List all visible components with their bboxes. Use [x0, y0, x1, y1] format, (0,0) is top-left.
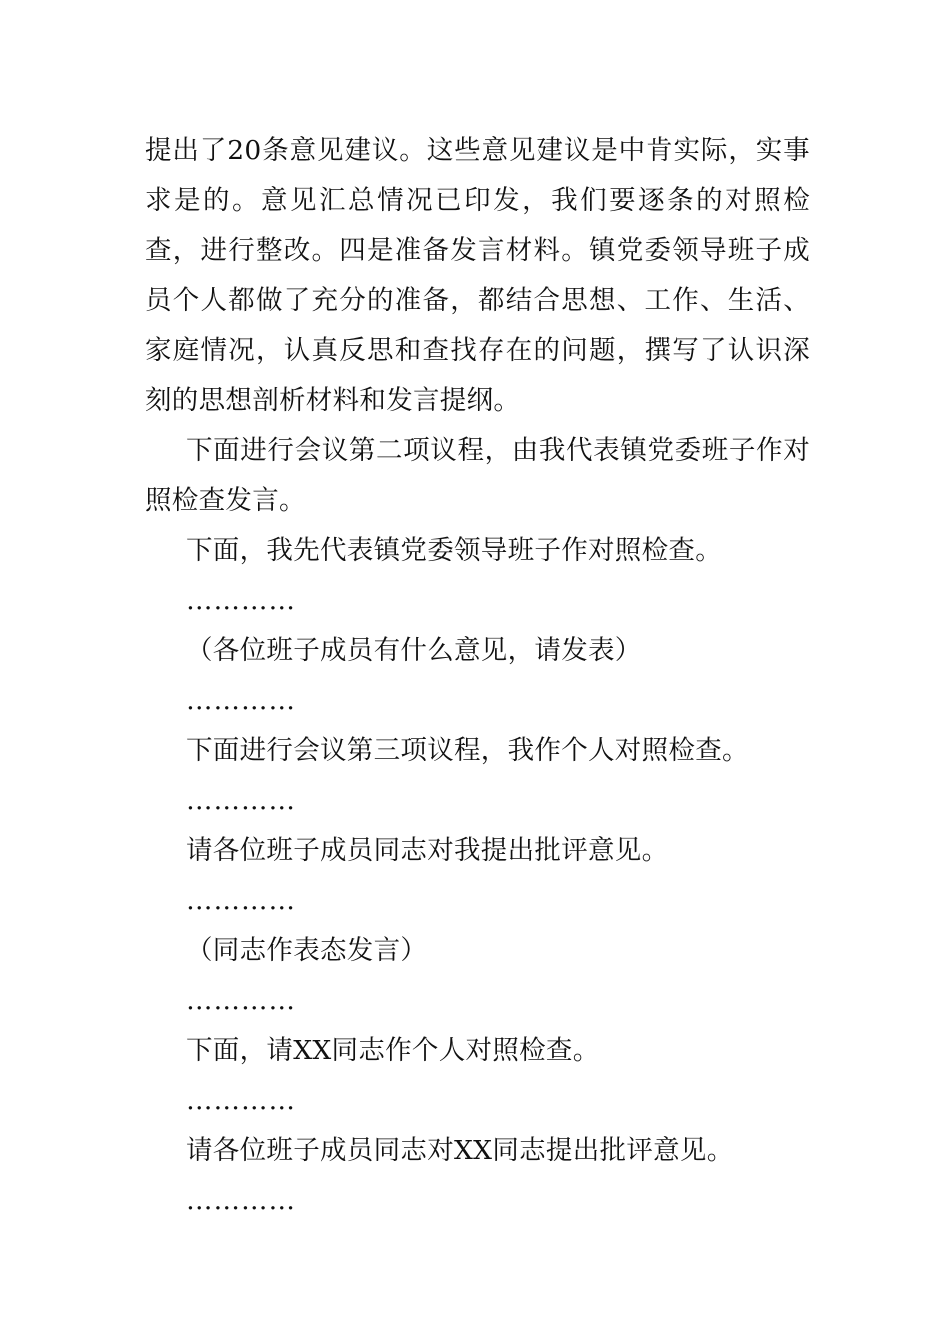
ellipsis-line: …………: [186, 1185, 296, 1216]
paragraph-members-comment-note: （各位班子成员有什么意见，请发表）: [186, 635, 642, 666]
paragraph-second-agenda: 下面进行会议第二项议程，由我代表镇党委班子作对照检查发言。: [145, 435, 810, 516]
ellipsis-line: …………: [186, 985, 296, 1016]
paragraph-xx-review: 下面，请XX同志作个人对照检查。: [186, 1035, 600, 1066]
document-body: [145, 126, 810, 1226]
paragraph-xx-criticism-request: 请各位班子成员同志对XX同志提出批评意见。: [186, 1135, 734, 1166]
paragraph-team-review: 下面，我先代表镇党委领导班子作对照检查。: [186, 535, 722, 566]
ellipsis-line: …………: [186, 885, 296, 916]
ellipsis-line: …………: [186, 1085, 296, 1116]
paragraph-criticism-request: 请各位班子成员同志对我提出批评意见。: [186, 835, 669, 866]
ellipsis-line: …………: [186, 785, 296, 816]
paragraph-preparation-summary: 提出了20条意见建议。这些意见建议是中肯实际，实事求是的。意见汇总情况已印发，我们要逐条的对照检查，进行整改。四是准备发言材料。镇党委领导班子成员个人都做了充分的准备，都结合思想、工作、生活、家庭情况，认真反思和查找存在的问题，撰写了认识深刻的思想剖析材料和发言提纲。: [145, 135, 810, 416]
ellipsis-line: …………: [186, 585, 296, 616]
paragraph-third-agenda: 下面进行会议第三项议程，我作个人对照检查。: [186, 735, 749, 766]
paragraph-statement-note: （同志作表态发言）: [186, 935, 428, 966]
ellipsis-line: …………: [186, 685, 296, 716]
